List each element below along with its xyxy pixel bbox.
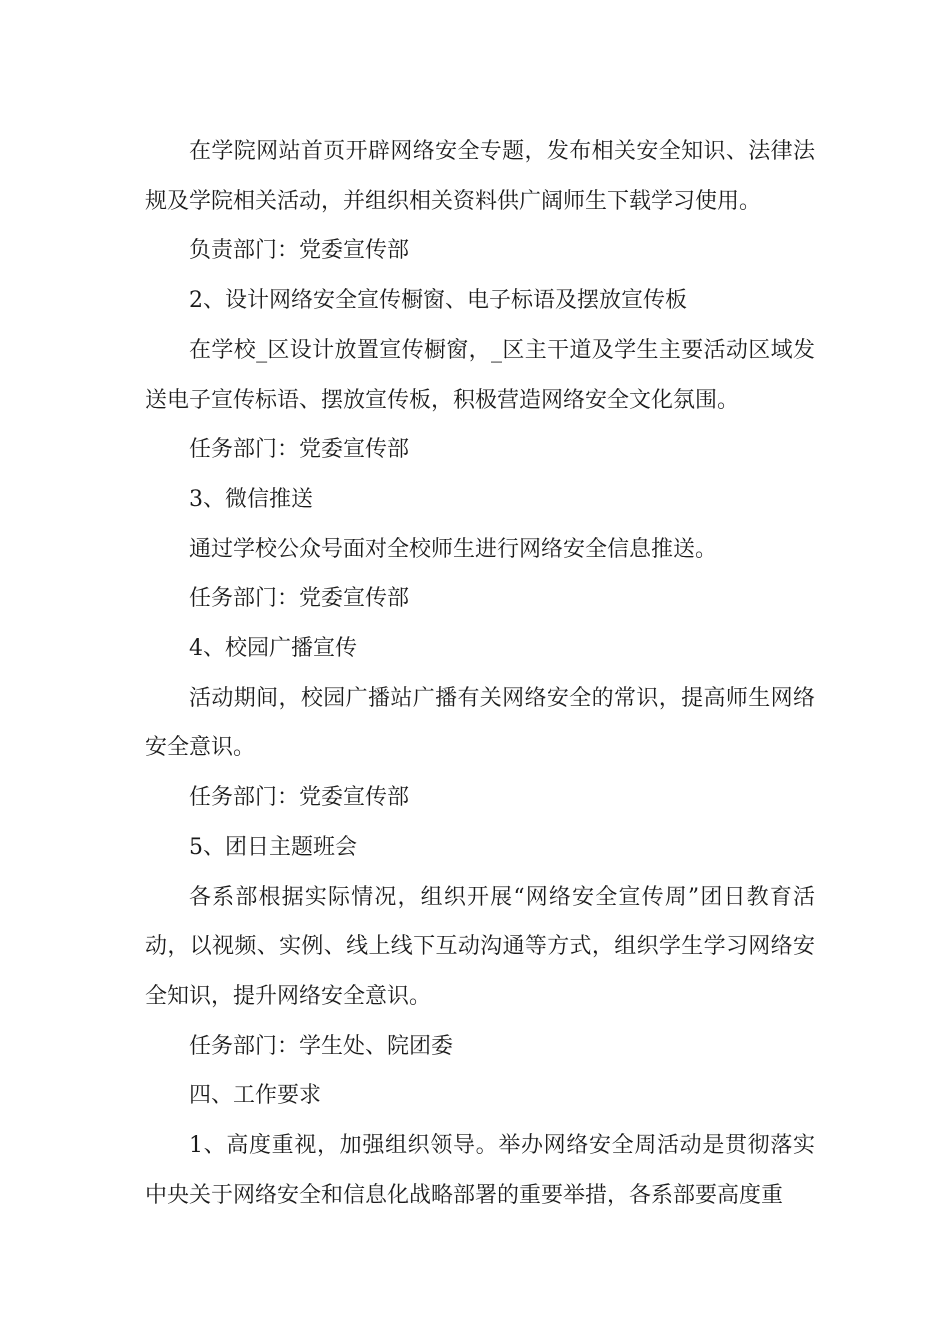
heading-item-3: 3、微信推送 — [189, 486, 313, 512]
heading-section-4: 四、工作要求 — [189, 1083, 322, 1109]
heading-item-5: 5、团日主题班会 — [189, 834, 357, 860]
paragraph-showcase: 在学校_区设计放置宣传橱窗，_区主干道及学生主要活动区域发送电子宣传标语、摆放宣传板，积极营造网络安全文化氛围。 — [145, 337, 815, 413]
paragraph-website-topic: 在学院网站首页开辟网络安全专题，发布相关安全知识、法律法规及学院相关活动，并组织相关资料供广阔师生下载学习使用。 — [145, 139, 815, 214]
paragraph-requirement-1: 1、高度重视，加强组织领导。举办网络安全周活动是贯彻落实中央关于网络安全和信息化战略部署的重要举措，各系部要高度重 — [145, 1133, 815, 1208]
paragraph-dept-2: 任务部门：党委宣传部 — [189, 437, 410, 463]
paragraph-dept-1: 负责部门：党委宣传部 — [189, 238, 410, 264]
document-body — [145, 127, 815, 1220]
paragraph-dept-4: 任务部门：党委宣传部 — [189, 785, 410, 811]
heading-item-4: 4、校园广播宣传 — [189, 636, 357, 662]
paragraph-dept-3: 任务部门：党委宣传部 — [189, 586, 410, 612]
paragraph-wechat: 通过学校公众号面对全校师生进行网络安全信息推送。 — [189, 536, 718, 562]
heading-item-2: 2、设计网络安全宣传橱窗、电子标语及摆放宣传板 — [189, 288, 687, 314]
paragraph-broadcast: 活动期间，校园广播站广播有关网络安全的常识，提高师生网络安全意识。 — [145, 685, 815, 761]
paragraph-dept-5: 任务部门：学生处、院团委 — [189, 1033, 454, 1059]
paragraph-class-meeting: 各系部根据实际情况，组织开展“网络安全宣传周”团日教育活动，以视频、实例、线上线下互动沟通等方式，组织学生学习网络安全知识，提升网络安全意识。 — [145, 884, 815, 1009]
